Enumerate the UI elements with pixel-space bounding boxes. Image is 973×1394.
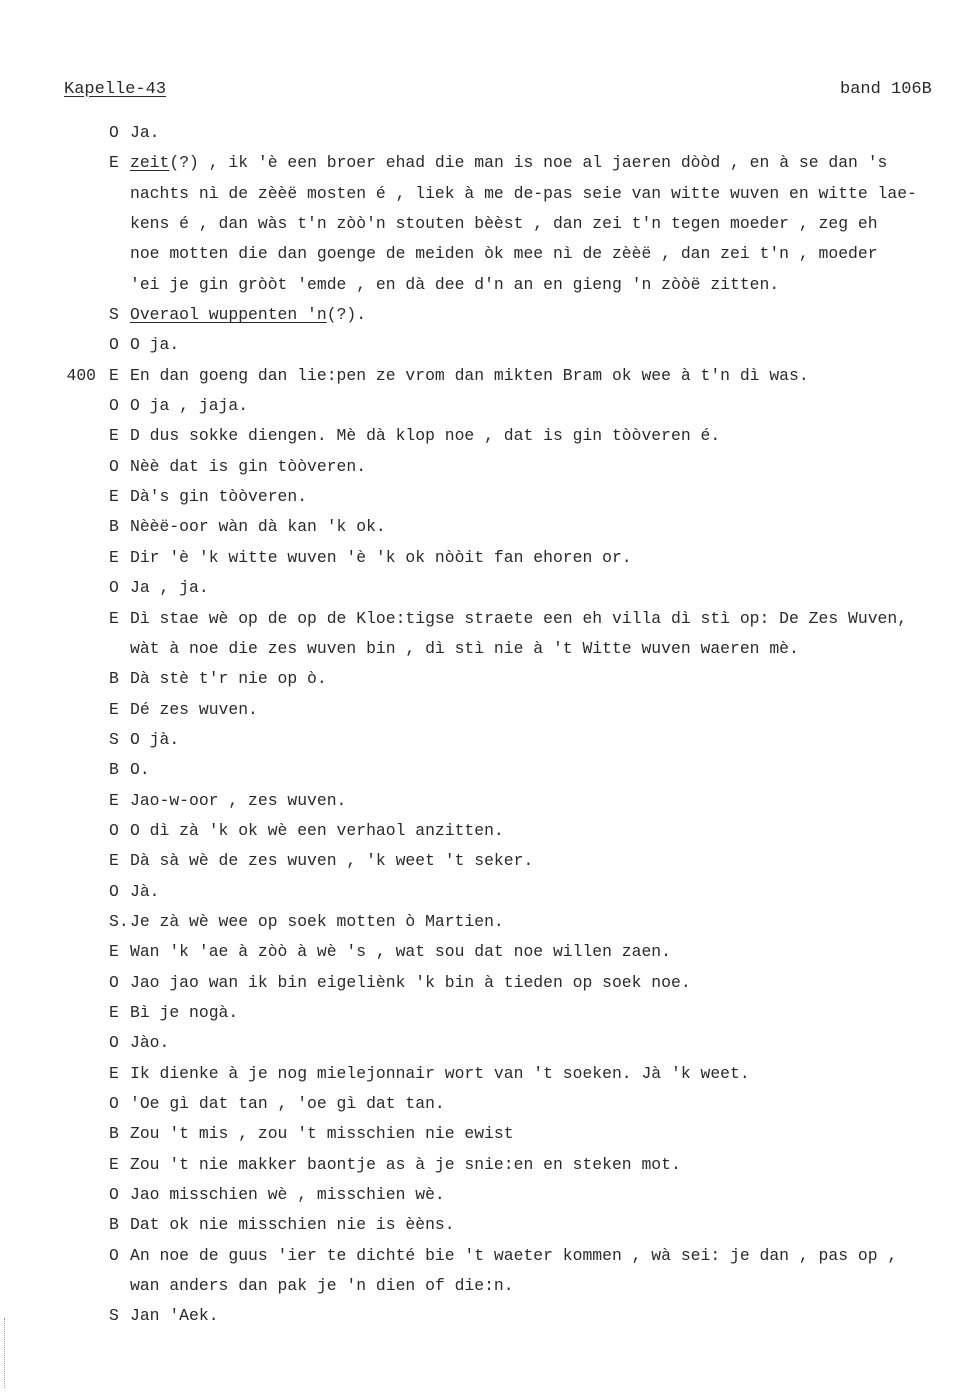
utterance-rest: (?). — [326, 305, 367, 325]
speaker-code: O — [109, 1245, 119, 1265]
utterance-text: En dan goeng dan lie:pen ze vrom dan mikten Bram ok wee à t'n dì was. — [130, 365, 809, 385]
speaker-code: E — [109, 699, 119, 719]
utterance-text: Dà stè t'r nie op ò. — [130, 669, 327, 689]
utterance-text: Zou 't nie makker baontje as à je snie:en en steken mot. — [130, 1154, 681, 1174]
transcript-line — [0, 755, 973, 785]
transcript-line — [0, 816, 973, 846]
utterance-text: 'Oe gì dat tan , 'oe gì dat tan. — [130, 1094, 445, 1113]
speaker-code: E — [109, 426, 119, 446]
speaker-code: E — [109, 790, 119, 810]
speaker-code: B — [109, 760, 119, 780]
utterance-text: Nèèë-oor wàn dà kan 'k ok. — [130, 517, 386, 537]
utterance-text: Wan 'k 'ae à zòò à wè 's , wat sou dat noe willen zaen. — [130, 942, 671, 962]
speaker-code: E — [109, 1154, 119, 1174]
speaker-code: O — [109, 578, 119, 598]
transcript-line — [0, 1089, 973, 1119]
transcript-line — [0, 452, 973, 482]
speaker-code: O — [109, 335, 119, 355]
underlined-word: zeit — [130, 153, 170, 173]
utterance-text — [130, 148, 887, 178]
utterance-text: An noe de guus 'ier te dichté bie 't waeter kommen , wà sei: je dan , pas op , — [130, 1245, 898, 1265]
utterance-text: O ja. — [130, 335, 180, 355]
transcript-line — [0, 391, 973, 421]
transcript-line — [0, 937, 973, 967]
speaker-code: E — [109, 547, 119, 567]
utterance-text: Ja , ja. — [130, 578, 209, 598]
speaker-code: E — [109, 942, 119, 962]
utterance-text: wàt à noe die zes wuven bin , dì stì nie à 't Witte wuven waeren mè. — [130, 638, 799, 658]
speaker-code: O — [109, 1185, 119, 1205]
transcript-line — [0, 1150, 973, 1180]
transcript-line — [0, 664, 973, 694]
utterance-text: Jào. — [130, 1033, 170, 1053]
utterance-text: Bì je nogà. — [130, 1002, 239, 1022]
transcript-line — [0, 512, 973, 542]
transcript-line — [0, 1119, 973, 1149]
transcript-line — [0, 300, 973, 330]
transcript-line — [0, 270, 973, 300]
transcript-line — [0, 482, 973, 512]
utterance-text: Dat ok nie misschien nie is èèns. — [130, 1215, 455, 1235]
speaker-code: S. — [109, 911, 129, 931]
speaker-code: B — [109, 517, 119, 537]
transcript-line — [0, 998, 973, 1028]
utterance-rest: (?) , ik 'è een broer ehad die man is noe al jaeren dòòd , en à se dan 's — [169, 153, 888, 173]
transcript-line — [0, 1241, 973, 1271]
transcript-line — [0, 846, 973, 876]
utterance-text: noe motten die dan goenge de meiden òk mee nì de zèèë , dan zei t'n , moeder — [130, 244, 878, 264]
speaker-code: O — [109, 972, 119, 992]
transcript-line — [0, 1028, 973, 1058]
transcript-line — [0, 361, 973, 391]
utterance-text: Dir 'è 'k witte wuven 'è 'k ok nòòit fan ehoren or. — [130, 547, 632, 567]
utterance-text: Jao-w-oor , zes wuven. — [130, 790, 347, 810]
transcript-line — [0, 148, 973, 178]
speaker-code: E — [109, 851, 119, 871]
speaker-code: O — [109, 456, 119, 476]
utterance-text: Je zà wè wee op soek motten ò Martien. — [130, 911, 504, 931]
transcript-line — [0, 179, 973, 209]
transcript-line — [0, 877, 973, 907]
utterance-text: O jà. — [130, 729, 180, 749]
margin-dots — [4, 1318, 7, 1388]
transcript-line — [0, 968, 973, 998]
utterance-text: O. — [130, 760, 150, 780]
utterance-text: O ja , jaja. — [130, 396, 249, 416]
utterance-text: Nèè dat is gin tòòveren. — [130, 456, 367, 476]
speaker-code: B — [109, 1215, 119, 1235]
speaker-code: O — [109, 396, 119, 416]
speaker-code: E — [109, 365, 119, 385]
utterance-text — [130, 300, 366, 330]
utterance-text: wan anders dan pak je 'n dien of die:n. — [130, 1276, 514, 1296]
utterance-text: Jao misschien wè , misschien wè. — [130, 1185, 445, 1205]
underlined-word: Overaol wuppenten 'n — [130, 305, 327, 325]
utterance-text: Zou 't mis , zou 't misschien nie ewist — [130, 1124, 514, 1144]
document-id: Kapelle-43 — [64, 80, 167, 99]
transcript-line — [0, 1059, 973, 1089]
utterance-text: 'ei je gin gròòt 'emde , en dà dee d'n an en gieng 'n zòòë zitten. — [130, 274, 780, 294]
utterance-text: Dì stae wè op de op de Kloe:tigse straete een eh villa dì stì op: De Zes Wuven, — [130, 608, 908, 628]
utterance-text: Dà sà wè de zes wuven , 'k weet 't seker. — [130, 851, 534, 871]
utterance-text: Ik dienke à je nog mielejonnair wort van 't soeken. Jà 'k weet. — [130, 1063, 750, 1083]
transcript-line — [0, 421, 973, 451]
transcript-line — [0, 1301, 973, 1331]
utterance-text: Dà's gin tòòveren. — [130, 487, 308, 507]
transcript-line — [0, 573, 973, 603]
transcript-line — [0, 634, 973, 664]
transcript-line — [0, 604, 973, 634]
speaker-code: E — [109, 1063, 119, 1083]
speaker-code: O — [109, 820, 119, 840]
transcript-line — [0, 1210, 973, 1240]
speaker-code: S — [109, 1306, 119, 1326]
speaker-code: O — [109, 881, 119, 901]
utterance-text: Jà. — [130, 881, 160, 901]
speaker-code: B — [109, 669, 119, 689]
utterance-text: O dì zà 'k ok wè een verhaol anzitten. — [130, 820, 504, 840]
speaker-code: O — [109, 1033, 119, 1053]
transcript-line — [0, 1180, 973, 1210]
transcript-line — [0, 239, 973, 269]
transcript-line — [0, 907, 973, 937]
transcript-line — [0, 118, 973, 148]
speaker-code: E — [109, 608, 119, 628]
speaker-code: O — [109, 123, 119, 142]
line-number: 400 — [66, 365, 96, 385]
utterance-text: Jan 'Aek. — [130, 1306, 219, 1326]
utterance-text: Jao jao wan ik bin eigeliènk 'k bin à tieden op soek noe. — [130, 972, 691, 992]
utterance-text: Ja. — [130, 123, 160, 142]
tape-label: band 106B — [840, 80, 932, 99]
transcript-line — [0, 786, 973, 816]
speaker-code: O — [109, 1094, 119, 1113]
transcript-body — [0, 118, 973, 1332]
transcript-line — [0, 725, 973, 755]
speaker-code: E — [109, 487, 119, 507]
speaker-code: E — [109, 1002, 119, 1022]
transcript-line — [0, 209, 973, 239]
utterance-text: kens é , dan wàs t'n zòò'n stouten bèèst , dan zei t'n tegen moeder , zeg eh — [130, 214, 878, 234]
speaker-code: S — [109, 305, 119, 325]
transcript-line — [0, 1271, 973, 1301]
speaker-code: E — [109, 153, 119, 173]
transcript-line — [0, 543, 973, 573]
speaker-code: B — [109, 1124, 119, 1144]
speaker-code: S — [109, 729, 119, 749]
transcript-line — [0, 695, 973, 725]
transcript-line — [0, 330, 973, 360]
utterance-text: Dé zes wuven. — [130, 699, 258, 719]
utterance-text: nachts nì de zèèë mosten é , liek à me de-pas seie van witte wuven en witte lae- — [130, 183, 917, 203]
utterance-text: D dus sokke diengen. Mè dà klop noe , dat is gin tòòveren é. — [130, 426, 721, 446]
